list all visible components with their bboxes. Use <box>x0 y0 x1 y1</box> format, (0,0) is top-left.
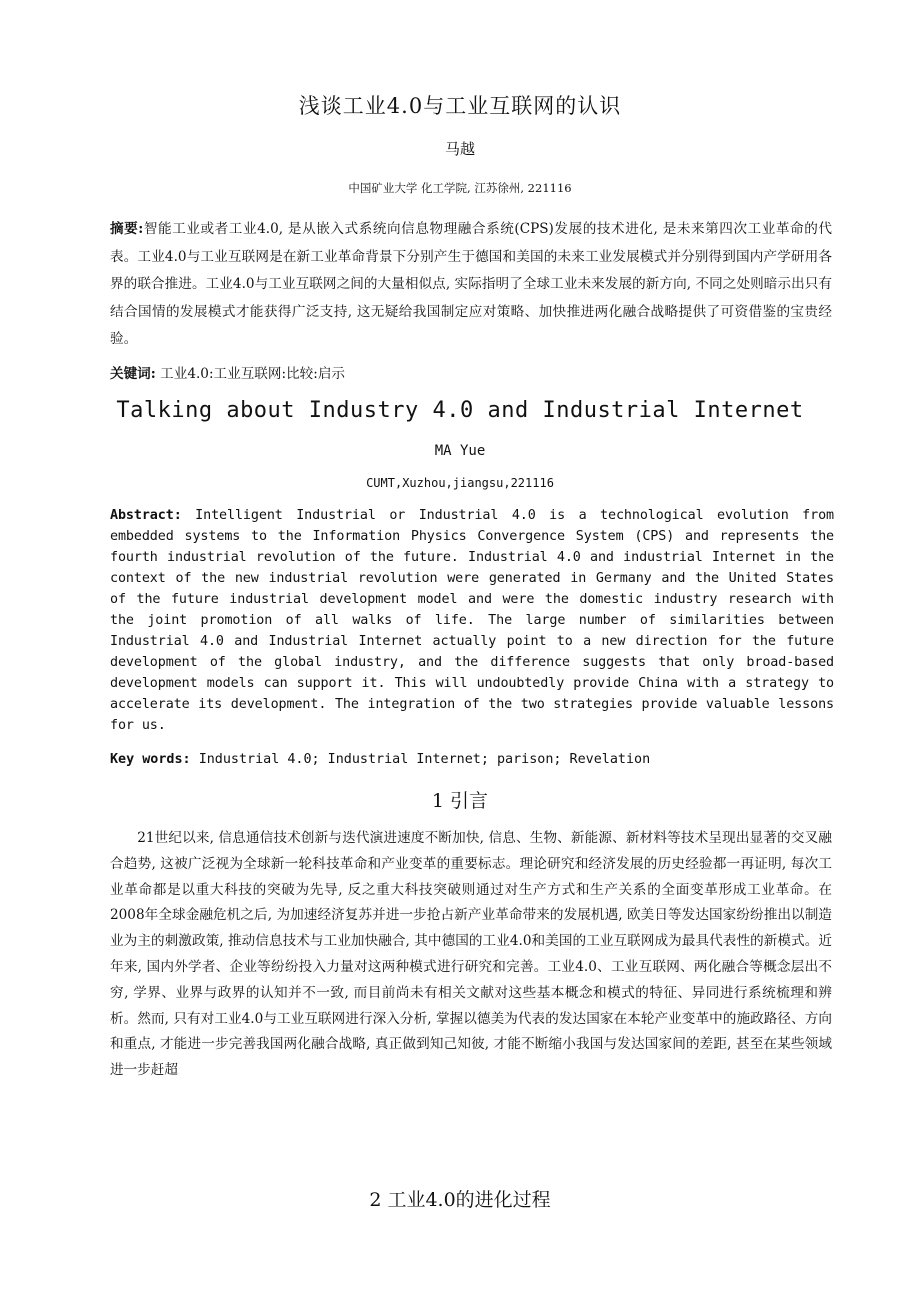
paper-title-cn: 浅谈工业4.0与工业互联网的认识 <box>298 94 622 118</box>
abstract-cn-label: 摘要: <box>110 221 144 237</box>
keywords-en-text: Industrial 4.0; Industrial Internet; parison; Revelation <box>198 752 651 767</box>
keywords-en-label: Key words: <box>110 752 191 767</box>
abstract-en-label: Abstract: <box>110 508 182 523</box>
keywords-en <box>110 749 832 770</box>
abstract-en-text: Intelligent Industrial or Industrial 4.0 is a technological evolution from embedded systems to the Information Physics Convergence System (CPS) and represents the fourth industrial revolution of the future. Industrial 4.0 and industrial Internet in the context of the new industrial revolution were generated in Germany and the United States of the future industrial development model and were the domestic industry research with the joint promotion of all walks of life. The large number of similarities between Industrial 4.0 and Industrial Internet actually point to a new direction for the future development of the global industry, and the difference suggests that only broad-based development models can support it. This will undoubtedly provide China with a strategy to accelerate its development. The integration of the two strategies provide valuable lessons for us. <box>110 508 834 733</box>
section-heading-evolution: 2 工业4.0的进化过程 <box>369 1189 551 1211</box>
section-heading-introduction: 1 引言 <box>431 790 489 812</box>
author-cn: 马越 <box>444 140 475 158</box>
keywords-cn-text: 工业4.0:工业互联网:比较:启示 <box>160 366 346 382</box>
abstract-cn <box>110 216 832 354</box>
abstract-cn-text: 智能工业或者工业4.0, 是从嵌入式系统向信息物理融合系统(CPS)发展的技术进化, 是未来第四次工业革命的代表。工业4.0与工业互联网是在新工业革命背景下分别产生于德国和美国的未来工业发展模式并分别得到国内产学研用各界的联合推进。工业4.0与工业互联网之间的大量相似点, 实际指明了全球工业未来发展的新方向, 不同之处则暗示出只有结合国情的发展模式才能获得广泛支持, 这无疑给我国制定应对策略、加快推进两化融合战略提供了可资借鉴的宝贵经验。 <box>110 221 832 347</box>
author-en: MA Yue <box>434 443 486 459</box>
paper-title-en: Talking about Industry 4.0 and Industrial Internet <box>116 398 804 423</box>
affiliation-en: CUMT,Xuzhou,jiangsu,221116 <box>366 476 554 490</box>
keywords-cn <box>110 362 832 386</box>
abstract-en <box>110 505 834 736</box>
introduction-paragraph: 21世纪以来, 信息通信技术创新与迭代演进速度不断加快, 信息、生物、新能源、新材料等技术呈现出显著的交叉融合趋势, 这被广泛视为全球新一轮科技革命和产业变革的重要标志。理论研究和经济发展的历史经验都一再证明, 每次工业革命都是以重大科技的突破为先导, 反之重大科技突破则通过对生产方式和生产关系的全面变革形成工业革命。在2008年全球金融危机之后, 为加速经济复苏并进一步抢占新产业革命带来的发展机遇, 欧美日等发达国家纷纷推出以制造业为主的刺激政策, 推动信息技术与工业加快融合, 其中德国的工业4.0和美国的工业互联网成为最具代表性的新模式。近年来, 国内外学者、企业等纷纷投入力量对这两种模式进行研究和完善。工业4.0、工业互联网、两化融合等概念层出不穷, 学界、业界与政界的认知并不一致, 而目前尚未有相关文献对这些基本概念和模式的特征、异同进行系统梳理和辨析。然而, 只有对工业4.0与工业互联网进行深入分析, 掌握以德美为代表的发达国家在本轮产业变革中的施政路径、方向和重点, 才能进一步完善我国两化融合战略, 真正做到知己知彼, 才能不断缩小我国与发达国家间的差距, 甚至在某些领域进一步赶超 <box>110 830 832 1079</box>
keywords-cn-label: 关键词: <box>110 366 156 382</box>
affiliation-cn: 中国矿业大学 化工学院, 江苏徐州, 221116 <box>348 181 572 195</box>
